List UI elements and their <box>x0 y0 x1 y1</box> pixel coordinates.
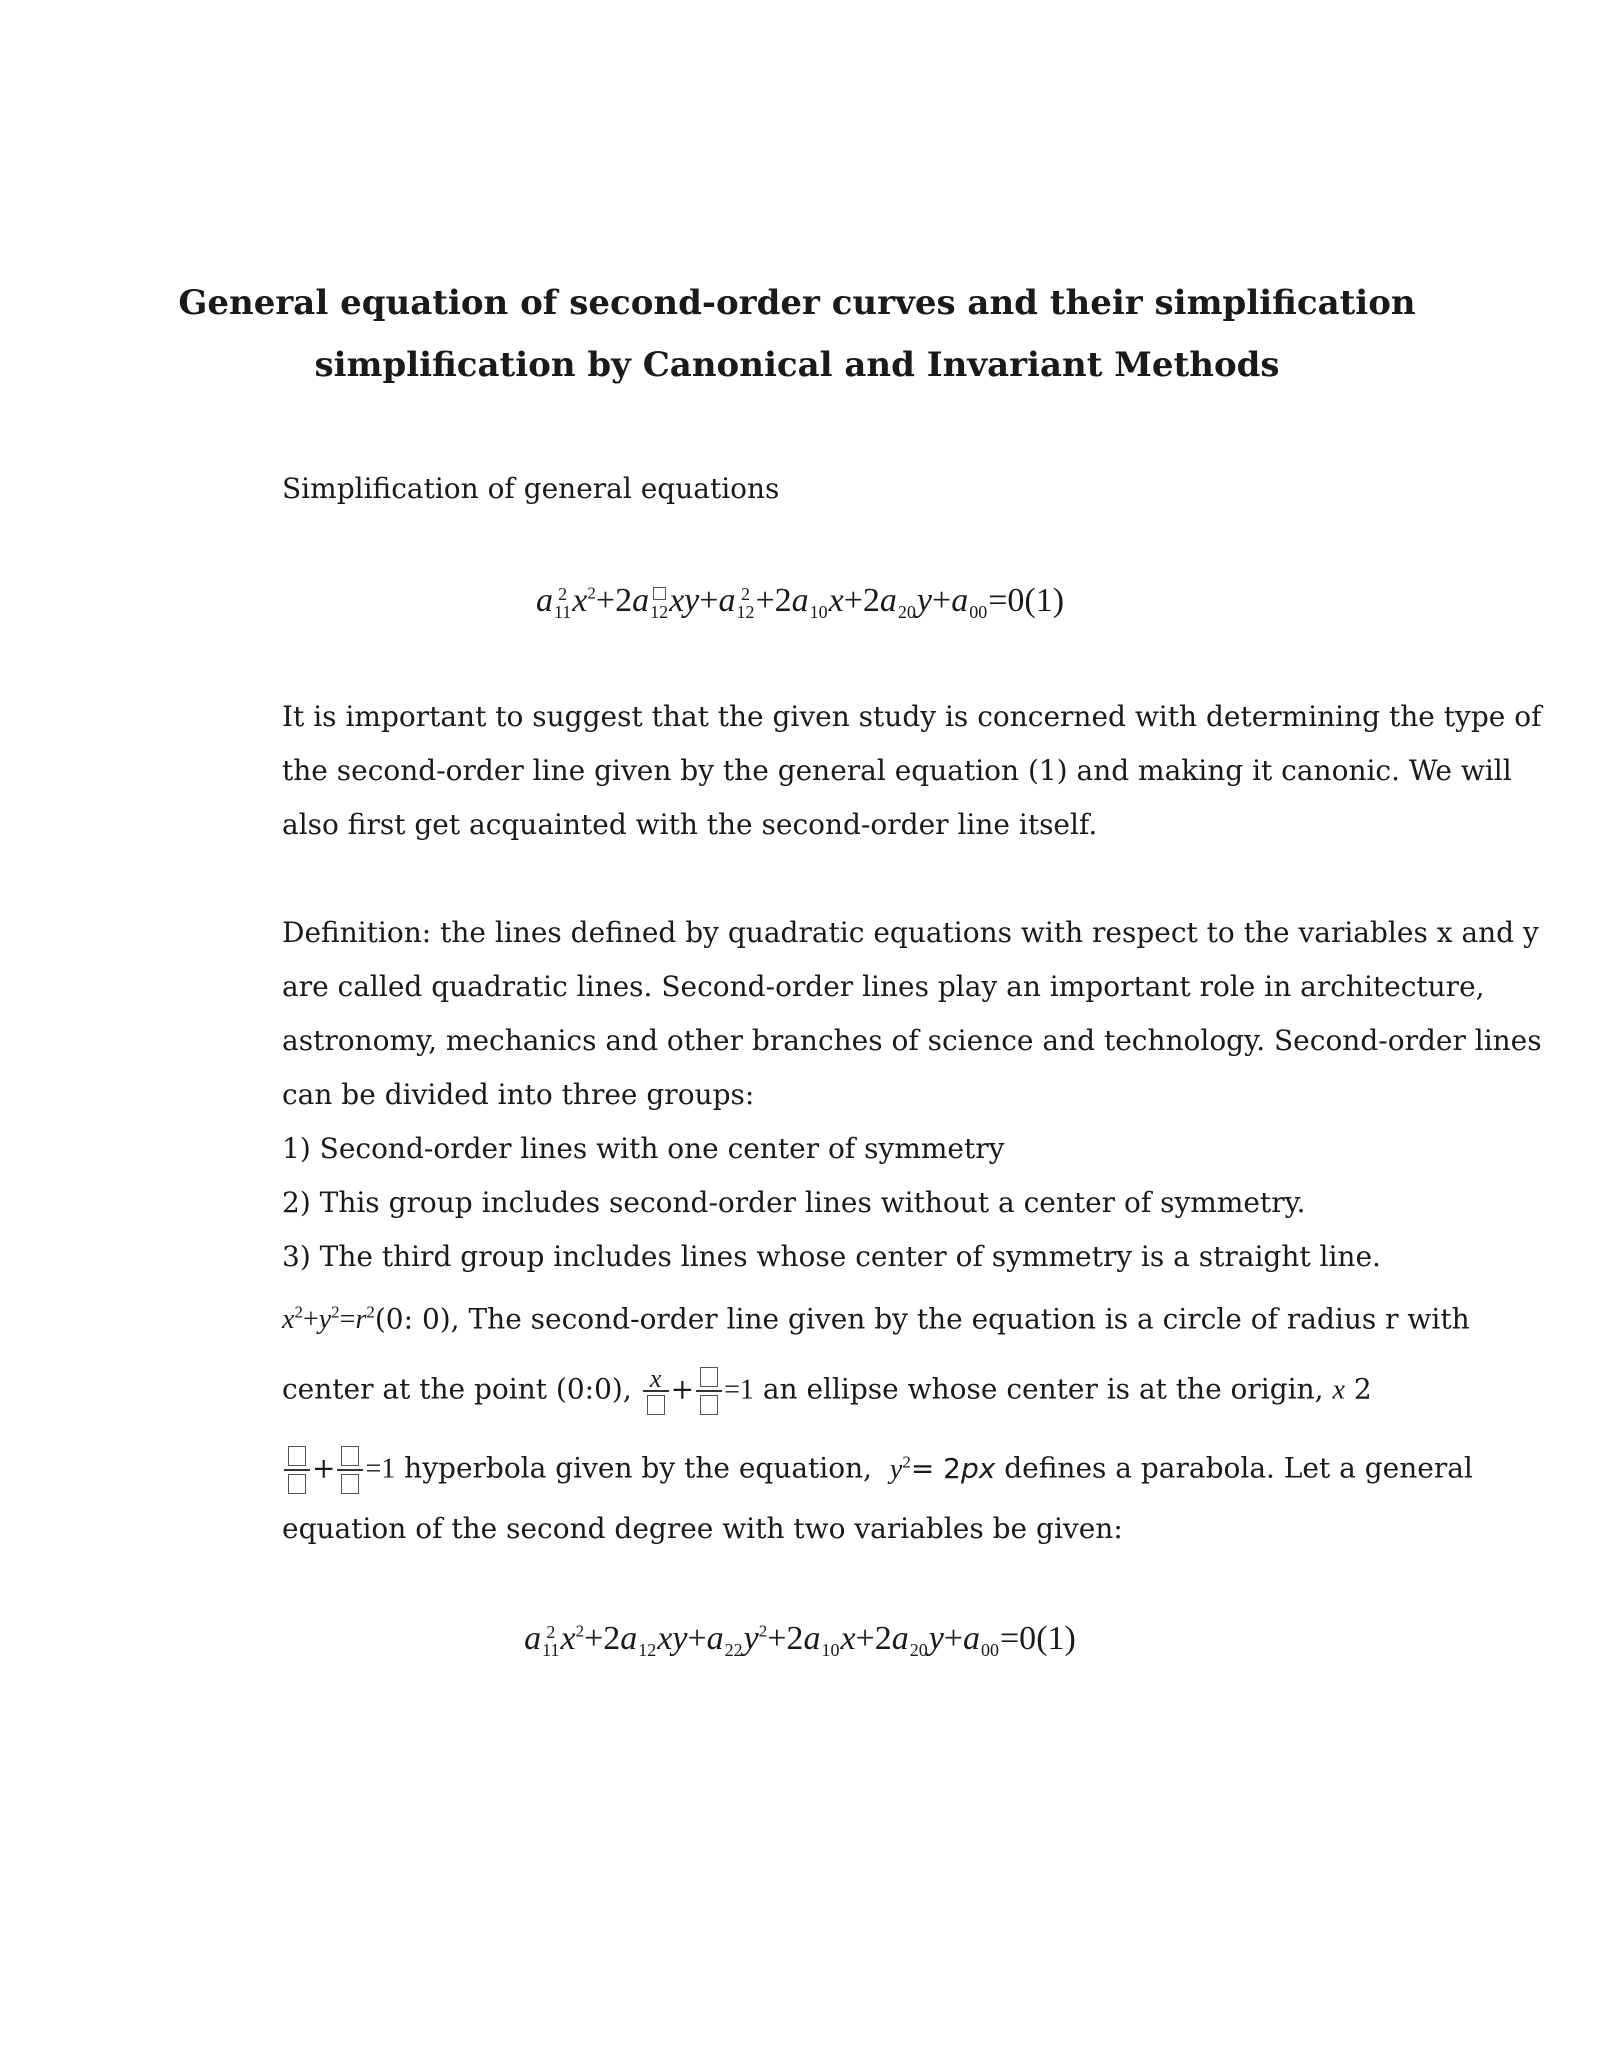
hyperbola-text: hyperbola given by the equation, <box>404 1451 873 1485</box>
paragraph2-line3: astronomy, mechanics and other branches of science and technology. Second-order lines <box>282 1024 1542 1057</box>
placeholder-box-icon <box>288 1446 306 1466</box>
group-item-3: 3) The third group includes lines whose center of symmetry is a straight line. <box>282 1240 1381 1273</box>
parabola-text: defines a parabola. Let a general <box>1004 1451 1473 1485</box>
paragraph1-line3: also first get acquainted with the second-order line itself. <box>282 808 1098 841</box>
circle-line <box>282 1296 1470 1337</box>
title-line-1: General equation of second-order curves and their simplification <box>178 283 1416 323</box>
paragraph1-line1: It is important to suggest that the given study is concerned with determining the type of <box>282 700 1542 733</box>
hyperbola-fraction-2 <box>337 1445 363 1495</box>
ellipse-tail: 2 <box>1353 1372 1372 1406</box>
placeholder-box-icon <box>288 1474 306 1494</box>
paragraph2-line4: can be divided into three groups: <box>282 1078 755 1111</box>
circle-equation: $x^2+y^2=r^2$ <box>282 1303 375 1336</box>
placeholder-box-icon <box>700 1367 718 1387</box>
hyperbola-fraction-1 <box>284 1445 310 1495</box>
general-equation-1: a 2 11 $x^2+2a$ 12 xy+a 2 12 +2a 10 x+2a 20 y+a 00 =0(1) <box>535 582 1065 623</box>
paragraph2-line2: are called quadratic lines. Second-order lines play an important role in architecture, <box>282 970 1485 1003</box>
placeholder-box-icon <box>341 1474 359 1494</box>
equation-label: (1) <box>1024 582 1065 619</box>
placeholder-box-icon <box>341 1446 359 1466</box>
final-line: equation of the second degree with two variables be given: <box>282 1512 1123 1545</box>
general-equation-2: a 2 11 $x^2+2a$ 12 xy+a 22 $y^2+2a$ 10 x+2a 20 y+a 00 =0(1) <box>524 1620 1076 1661</box>
group-item-2: 2) This group includes second-order lines without a center of symmetry. <box>282 1186 1306 1219</box>
ellipse-prefix: center at the point (0:0), <box>282 1372 632 1406</box>
ellipse-fraction-x: x <box>643 1366 669 1416</box>
group-item-1: 1) Second-order lines with one center of symmetry <box>282 1132 1005 1165</box>
title-line-2: simplification by Canonical and Invariant Methods <box>314 345 1280 385</box>
ellipse-text: an ellipse whose center is at the origin, <box>762 1372 1324 1406</box>
section-heading: Simplification of general equations <box>282 472 780 505</box>
placeholder-box-icon <box>700 1395 718 1415</box>
circle-text: (0: 0), The second-order line given by the equation is a circle of radius r with <box>374 1302 1470 1336</box>
placeholder-box-icon <box>647 1395 665 1415</box>
ellipse-line: center at the point (0:0), x + =1 an ellipse whose center is at the origin, x 2 <box>282 1366 1372 1416</box>
hyperbola-line: + =1 hyperbola given by the equation, $y^2= 2px$ defines a parabola. Let a general <box>282 1445 1473 1495</box>
paragraph1-line2: the second-order line given by the general equation (1) and making it canonic. We will <box>282 754 1512 787</box>
parabola-equation: $y^2= 2px$ <box>889 1451 996 1485</box>
paragraph2-line1: Definition: the lines defined by quadratic equations with respect to the variables x and y <box>282 916 1539 949</box>
ellipse-fraction-y <box>696 1366 722 1416</box>
placeholder-box-icon <box>653 587 666 600</box>
equation-label-2: (1) <box>1036 1620 1076 1657</box>
